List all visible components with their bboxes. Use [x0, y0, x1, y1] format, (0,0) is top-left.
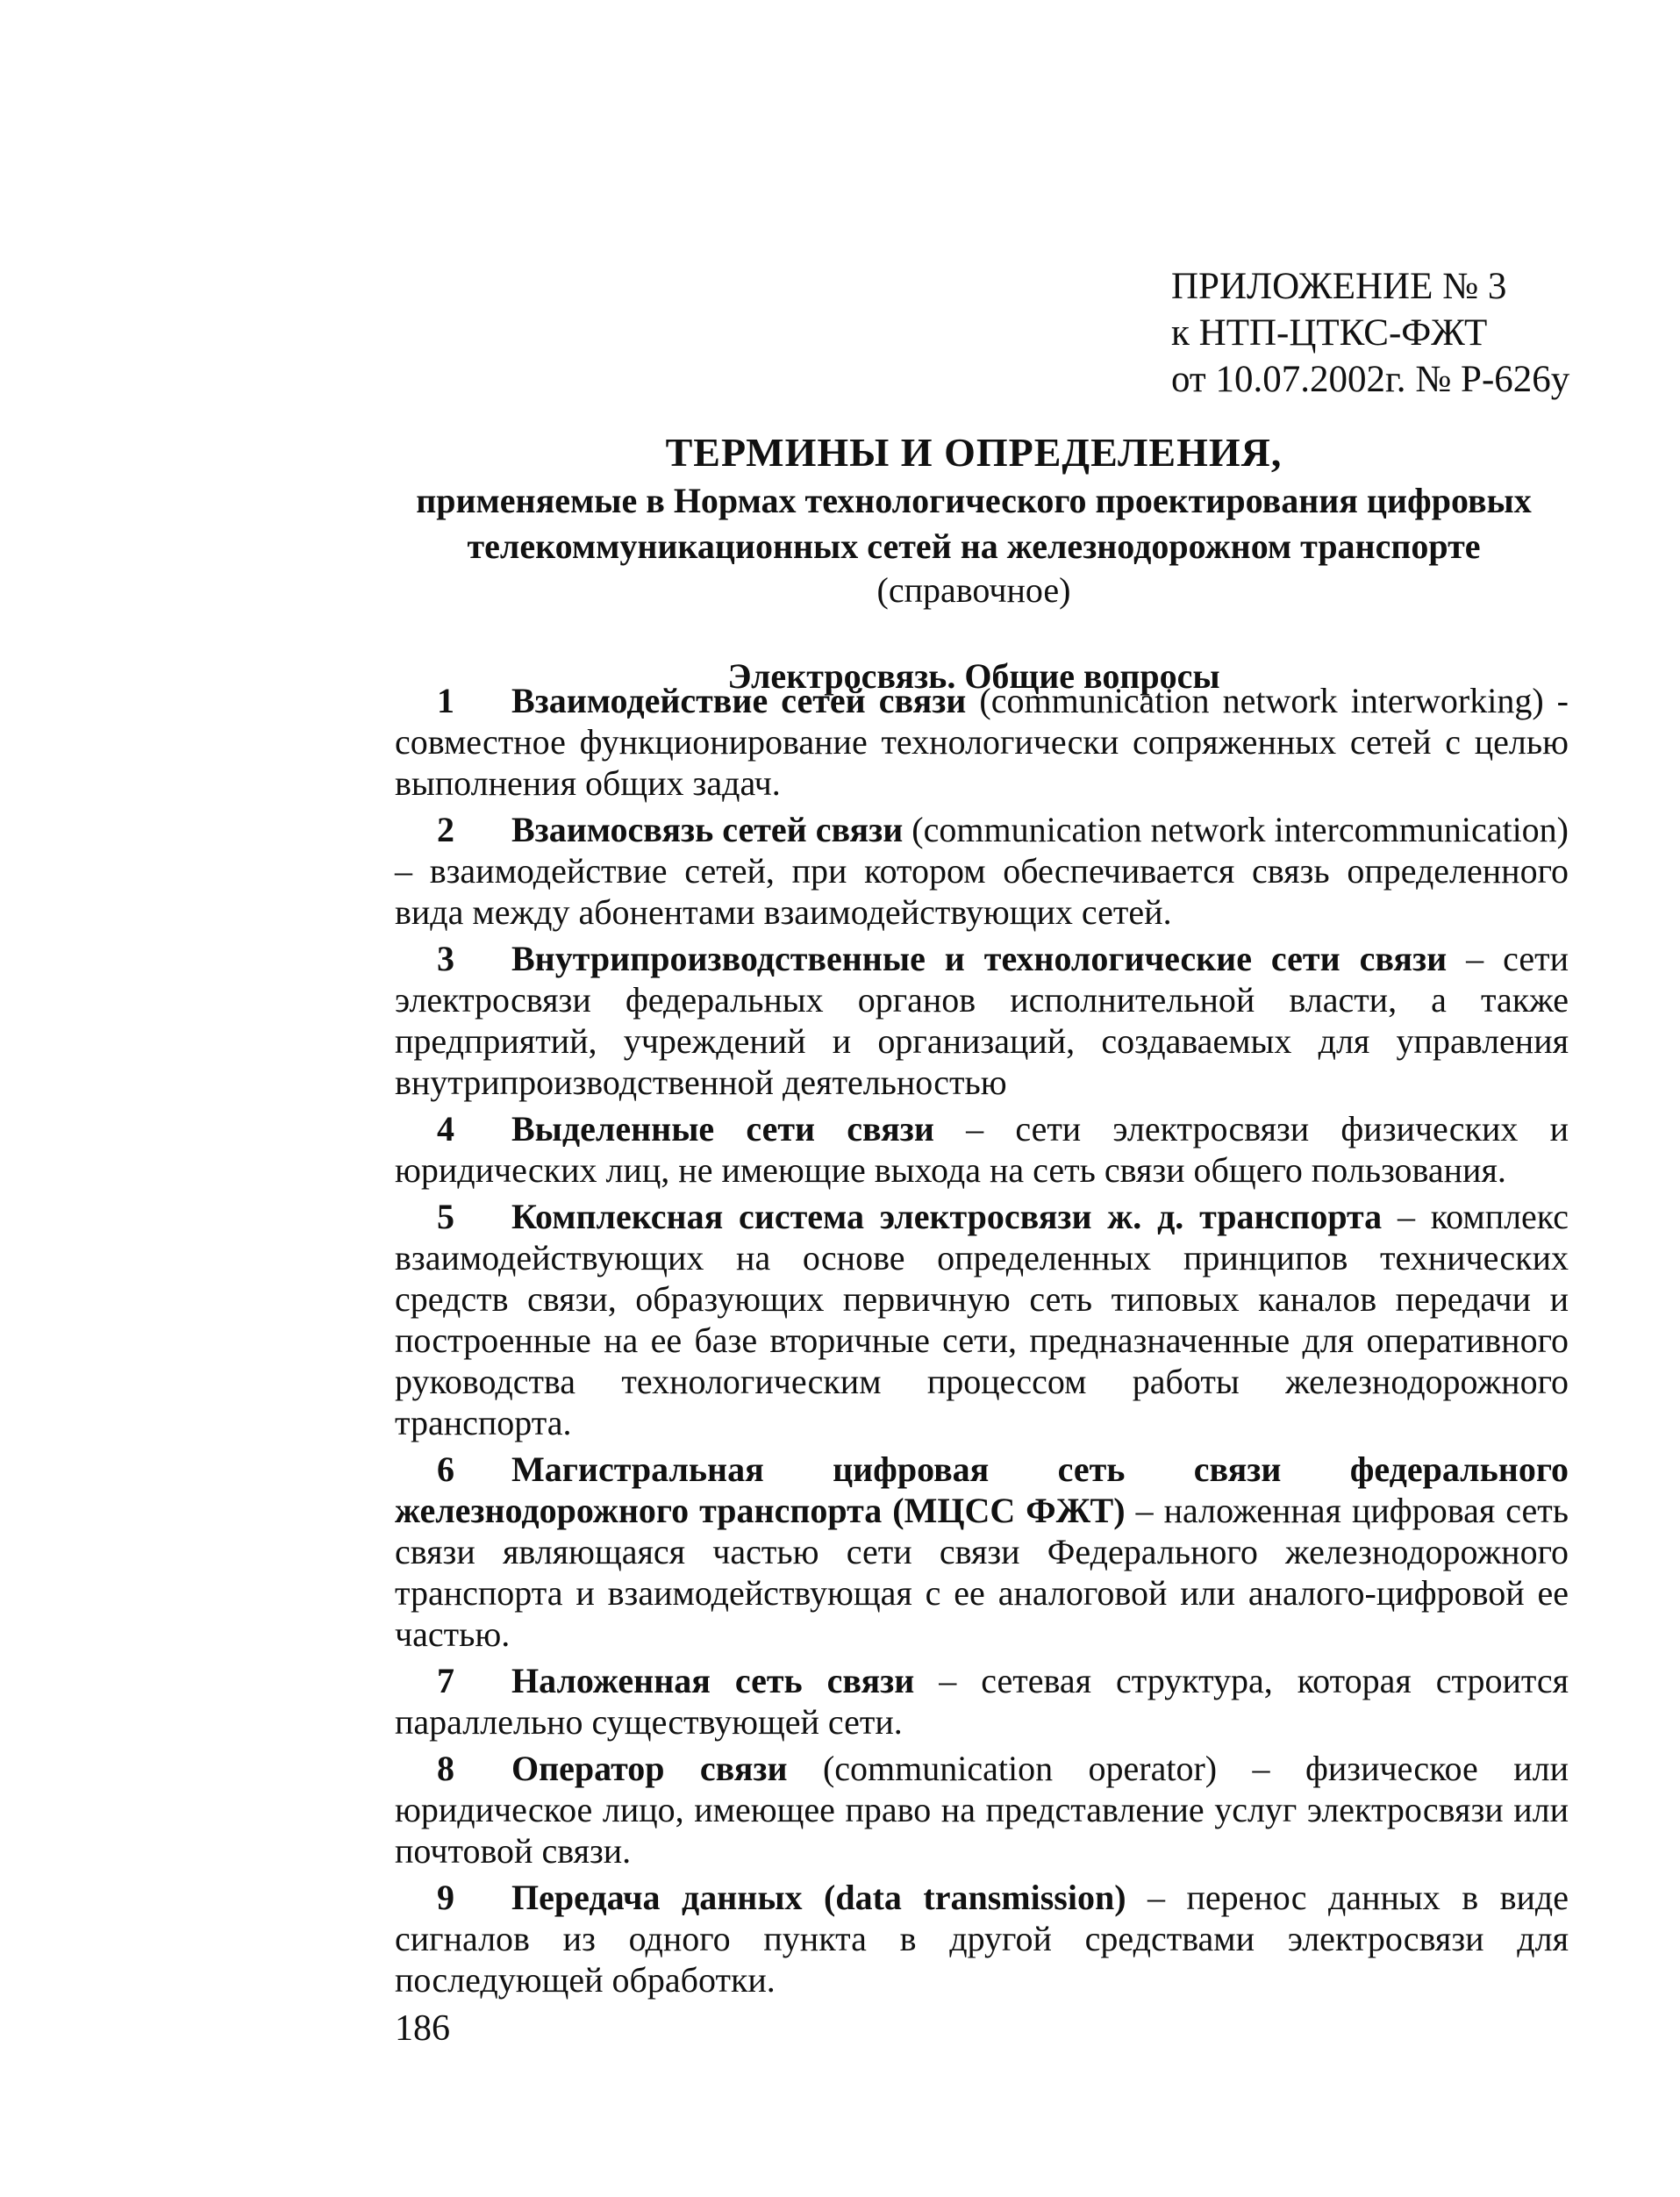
entry-term: Магистральная цифровая сеть связи федерального железнодорожного транспорта (МЦСС ФЖТ) — [395, 1449, 1569, 1530]
entry-term: Взаимосвязь сетей связи — [511, 810, 904, 849]
entry-number: 2 — [437, 810, 454, 849]
entry-term: Выделенные сети связи — [511, 1109, 934, 1149]
document-subtitle-line-2: телекоммуникационных сетей на железнодорожном транспорте — [467, 526, 1481, 566]
definitions-list — [395, 680, 1569, 2006]
annex-reference — [1171, 263, 1569, 403]
document-title: ТЕРМИНЫ И ОПРЕДЕЛЕНИЯ, — [665, 430, 1283, 475]
entry-number: 5 — [437, 1197, 454, 1236]
entry-term: Взаимодействие сетей связи — [511, 681, 967, 720]
entry-term: Передача данных (data transmission) — [511, 1878, 1126, 1917]
annex-line-1: ПРИЛОЖЕНИЕ № 3 — [1171, 266, 1507, 307]
definition-entry — [395, 680, 1569, 804]
entry-number: 4 — [437, 1109, 454, 1149]
title-block — [386, 428, 1562, 698]
definition-entry — [395, 1196, 1569, 1443]
entry-definition: – перенос данных в виде сигналов из одного пункта в другой средствами электросвязи для последующей обработки. — [395, 1878, 1569, 2000]
definition-entry — [395, 1449, 1569, 1655]
entry-term: Оператор связи — [511, 1749, 788, 1788]
section-heading: Электросвязь. Общие вопросы — [727, 656, 1220, 696]
entry-number: 9 — [437, 1878, 454, 1917]
page-number: 186 — [395, 2008, 450, 2049]
entry-number: 8 — [437, 1749, 454, 1788]
annex-line-3: от 10.07.2002г. № Р-626у — [1171, 359, 1570, 400]
entry-number: 1 — [437, 681, 454, 720]
entry-term: Наложенная сеть связи — [511, 1661, 915, 1700]
definition-entry — [395, 1660, 1569, 1743]
entry-number: 3 — [437, 939, 454, 978]
definition-entry — [395, 938, 1569, 1103]
entry-definition: – сетевая структура, которая строится параллельно существующей сети. — [395, 1661, 1569, 1742]
definition-entry — [395, 1748, 1569, 1871]
entry-number: 7 — [437, 1661, 454, 1700]
definition-entry — [395, 1877, 1569, 2000]
entry-definition: (communication operator) – физическое или юридическое лицо, имеющее право на представление услуг электросвязи или почтовой связи. — [395, 1749, 1569, 1871]
entry-definition: (communication network interworking) - совместное функционирование технологически сопряженных сетей с целью выполнения общих задач. — [395, 681, 1569, 803]
annex-line-2: к НТП-ЦТКС-ФЖТ — [1171, 312, 1488, 354]
entry-definition: – наложенная цифровая сеть связи являющаяся частью сети связи Федерального железнодорожного транспорта и взаимодействующая с ее аналоговой или аналого-цифровой ее частью. — [395, 1491, 1569, 1654]
entry-term: Внутрипроизводственные и технологические сети связи — [511, 939, 1448, 978]
entry-definition: – сети электросвязи физических и юридических лиц, не имеющие выхода на сеть связи общего пользования. — [395, 1109, 1569, 1190]
entry-number: 6 — [437, 1449, 454, 1489]
entry-definition: – комплекс взаимодействующих на основе определенных принципов технических средств связи, образующих первичную сеть типовых каналов передачи и построенные на ее базе вторичные сети, предназначенные для оперативного руководства технологическим процессом работы железнодорожного транспорта. — [395, 1197, 1569, 1442]
definition-entry — [395, 1108, 1569, 1191]
document-note: (справочное) — [876, 570, 1071, 610]
definition-entry — [395, 809, 1569, 933]
entry-definition: – сети электросвязи федеральных органов исполнительной власти, а также предприятий, учреждений и организаций, создаваемых для управления внутрипроизводственной деятельностью — [395, 939, 1569, 1102]
document-subtitle-line-1: применяемые в Нормах технологического проектирования цифровых — [416, 481, 1532, 520]
entry-term: Комплексная система электросвязи ж. д. транспорта — [511, 1197, 1383, 1236]
entry-definition: (communication network intercommunication) – взаимодействие сетей, при котором обеспечивается связь определенного вида между абонентами взаимодействующих сетей. — [395, 810, 1569, 932]
